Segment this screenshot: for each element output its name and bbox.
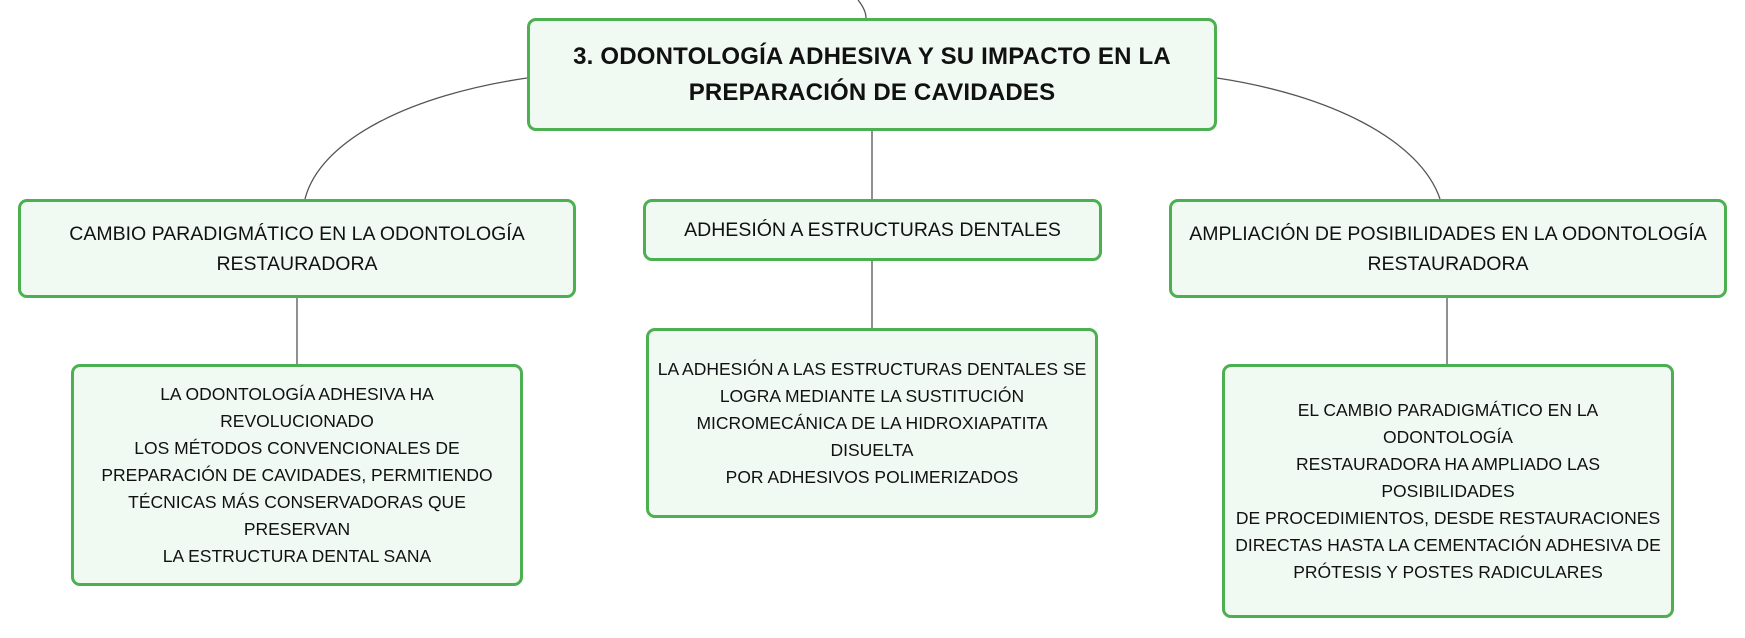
topic-line: RESTAURADORA [1367,252,1529,275]
detail-line: MICROMECÁNICA DE LA HIDROXIAPATITA DISUELTA [696,412,1048,460]
detail-node-adhesion-estructuras[interactable] [646,328,1098,518]
topic-node-adhesion-estructuras[interactable] [643,199,1102,261]
detail-line: LA ESTRUCTURA DENTAL SANA [162,545,432,566]
detail-line: POR ADHESIVOS POLIMERIZADOS [725,466,1019,487]
detail-line: LA ADHESIÓN A LAS ESTRUCTURAS DENTALES SE [657,358,1087,379]
detail-line: PREPARACIÓN DE CAVIDADES, PERMITIENDO [101,464,493,485]
detail-line: TÉCNICAS MÁS CONSERVADORAS QUE PRESERVAN [128,491,466,539]
main-topic-line-2: PREPARACIÓN DE CAVIDADES [688,78,1056,106]
detail-node-cambio-paradigmatico[interactable] [71,364,523,586]
main-topic-node[interactable] [527,18,1217,131]
detail-line: PRÓTESIS Y POSTES RADICULARES [1293,561,1603,582]
detail-node-ampliacion-posibilidades[interactable] [1222,364,1674,618]
topic-line: CAMBIO PARADIGMÁTICO EN LA ODONTOLOGÍA [69,222,525,245]
detail-line: LA ODONTOLOGÍA ADHESIVA HA REVOLUCIONADO [160,383,434,431]
topic-node-ampliacion-posibilidades[interactable] [1169,199,1727,298]
detail-line: DIRECTAS HASTA LA CEMENTACIÓN ADHESIVA DE [1235,534,1661,555]
topic-line: AMPLIACIÓN DE POSIBILIDADES EN LA ODONTOLOGÍA [1189,222,1707,245]
detail-line: LOGRA MEDIANTE LA SUSTITUCIÓN [719,385,1025,406]
connector-main-to-topic-3 [1217,78,1440,199]
topic-line: RESTAURADORA [216,252,378,275]
connector-main-to-topic-1 [305,78,527,199]
detail-line: LOS MÉTODOS CONVENCIONALES DE [134,437,460,458]
detail-line: RESTAURADORA HA AMPLIADO LAS POSIBILIDADES [1295,453,1601,501]
topic-line: ADHESIÓN A ESTRUCTURAS DENTALES [684,219,1061,241]
detail-line: EL CAMBIO PARADIGMÁTICO EN LA ODONTOLOGÍA [1297,399,1599,447]
detail-line: DE PROCEDIMIENTOS, DESDE RESTAURACIONES [1235,507,1661,528]
main-topic-line-1: 3. ODONTOLOGÍA ADHESIVA Y SU IMPACTO EN LA [573,42,1171,70]
topic-node-cambio-paradigmatico[interactable] [18,199,576,298]
connector-parent-to-main [858,0,866,18]
